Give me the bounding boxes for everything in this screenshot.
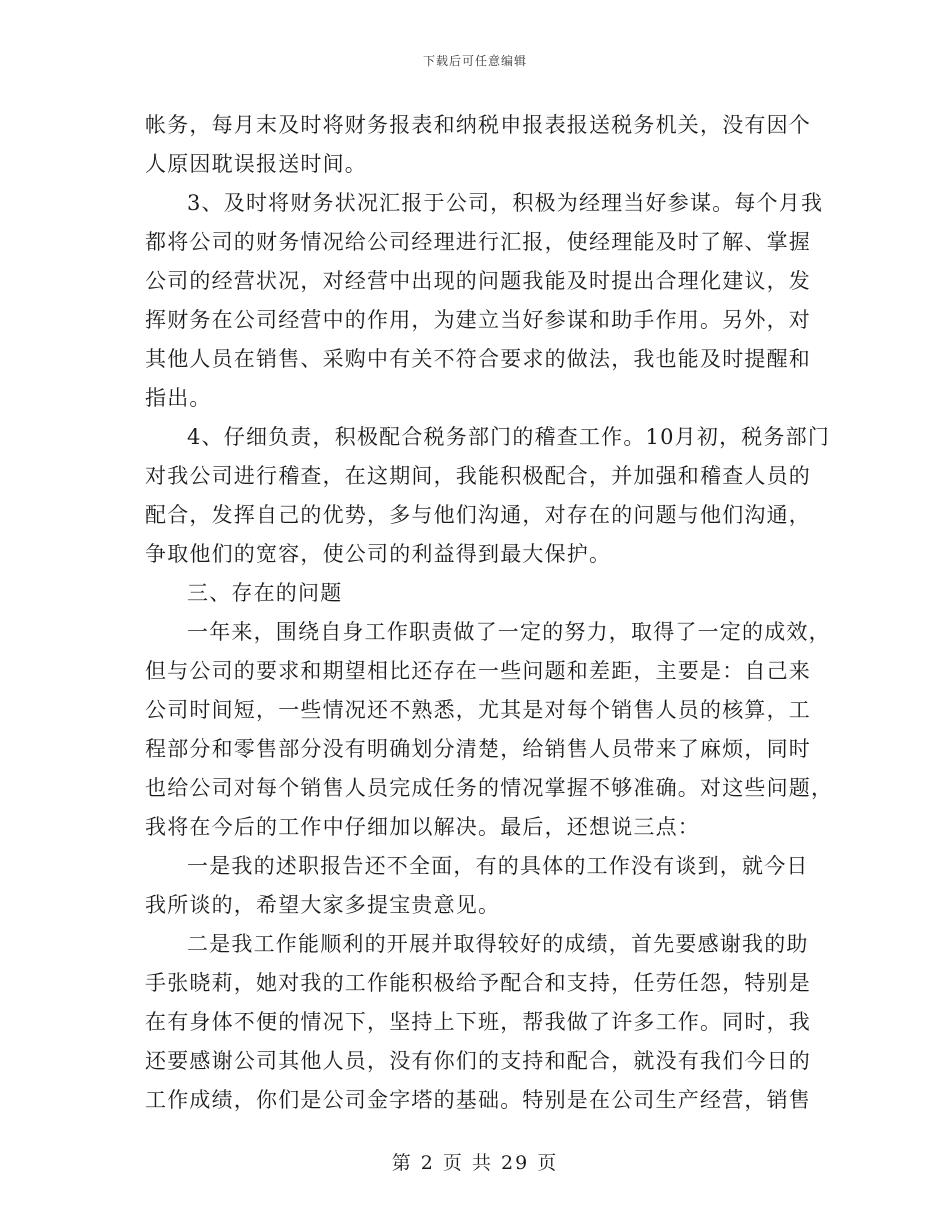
text-line: 都将公司的财务情况给公司经理进行汇报，使经理能及时了解、掌握 xyxy=(145,230,811,254)
text-line: 但与公司的要求和期望相比还存在一些问题和差距，主要是：自己来 xyxy=(145,659,811,683)
text-line: 3、及时将财务状况汇报于公司，积极为经理当好参谋。每个月我 xyxy=(187,191,824,215)
page-number: 2 xyxy=(420,1152,435,1174)
text-line: 公司时间短，一些情况还不熟悉，尤其是对每个销售人员的核算，工 xyxy=(145,698,811,722)
text-line: 一年来，围绕自身工作职责做了一定的努力，取得了一定的成效， xyxy=(187,620,831,644)
text-line: 手张晓莉，她对我的工作能积极给予配合和支持，任劳任怨，特别是 xyxy=(145,971,811,995)
page-header: 下载后可任意编辑 xyxy=(422,54,527,68)
document-body xyxy=(145,106,834,1120)
text-line: 还要感谢公司其他人员，没有你们的支持和配合，就没有我们今日的 xyxy=(145,1049,811,1073)
text-line: 配合，发挥自己的优势，多与他们沟通，对存在的问题与他们沟通， xyxy=(145,503,811,527)
text-line: 我所谈的，希望大家多提宝贵意见。 xyxy=(145,893,501,917)
text-line: 公司的经营状况，对经营中出现的问题我能及时提出合理化建议，发 xyxy=(145,269,811,293)
text-line: 人原因耽误报送时间。 xyxy=(145,152,367,176)
text-line: 在有身体不便的情况下，坚持上下班，帮我做了许多工作。同时，我 xyxy=(145,1010,811,1034)
text-line: 对我公司进行稽查，在这期间，我能积极配合，并加强和稽查人员的 xyxy=(145,464,811,488)
text-line: 工作成绩，你们是公司金字塔的基础。特别是在公司生产经营，销售 xyxy=(145,1088,811,1112)
text-line: 挥财务在公司经营中的作用，为建立当好参谋和助手作用。另外，对 xyxy=(145,308,811,332)
text-line: 我将在今后的工作中仔细加以解决。最后，还想说三点： xyxy=(145,815,700,839)
total-pages: 29 xyxy=(501,1152,530,1174)
text-line: 程部分和零售部分没有明确划分清楚，给销售人员带来了麻烦，同时 xyxy=(145,737,811,761)
text-line: 争取他们的宽容，使公司的利益得到最大保护。 xyxy=(145,542,612,566)
section-heading: 三、存在的问题 xyxy=(187,581,343,605)
text-line: 一是我的述职报告还不全面，有的具体的工作没有谈到，就今日 xyxy=(187,854,809,878)
text-line: 二是我工作能顺利的开展并取得较好的成绩，首先要感谢我的助 xyxy=(187,932,809,956)
footer-prefix: 第 xyxy=(391,1152,413,1174)
text-line: 其他人员在销售、采购中有关不符合要求的做法，我也能及时提醒和 xyxy=(145,347,811,371)
page-footer xyxy=(0,1151,950,1175)
footer-suffix: 页 xyxy=(537,1152,559,1174)
text-line: 帐务，每月末及时将财务报表和纳税申报表报送税务机关，没有因个 xyxy=(145,113,811,137)
text-line: 也给公司对每个销售人员完成任务的情况掌握不够准确。对这些问题， xyxy=(145,776,834,800)
text-line: 4、仔细负责，积极配合税务部门的稽查工作。10月初，税务部门 xyxy=(187,425,831,449)
footer-middle: 页 共 xyxy=(442,1152,493,1174)
text-line: 指出。 xyxy=(145,386,212,410)
